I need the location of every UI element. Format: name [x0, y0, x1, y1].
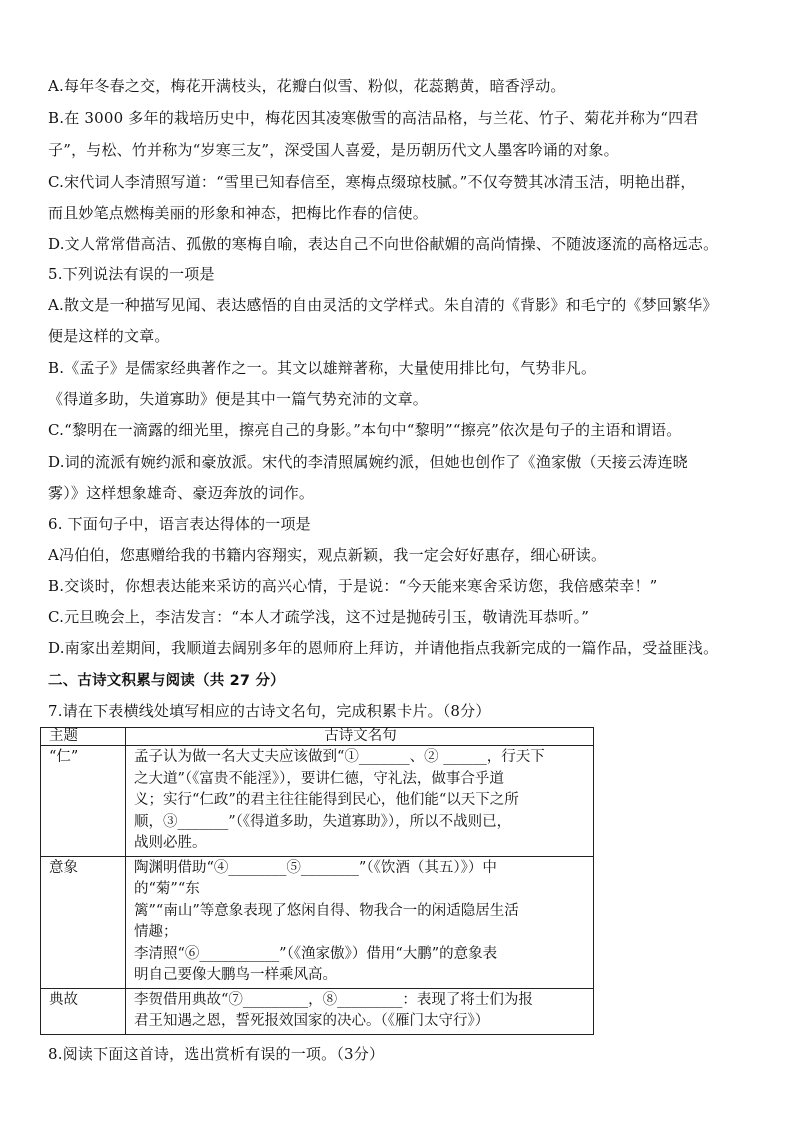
option-5a-line2: 便是这样的文章。 — [48, 327, 170, 345]
verse-line: 情趣； — [134, 924, 178, 940]
question-6-stem: 6. 下面句子中，语言表达得体的一项是 — [48, 515, 311, 533]
option-5a-line1: A.散文是一种描写见闻、表达感悟的自由灵活的文学样式。朱自清的《背影》和毛宁的《梦回繁华》 — [48, 296, 718, 314]
option-4a: A.每年冬春之交，梅花开满枝头，花瓣白似雪、粉似，花蕊鹅黄，暗香浮动。 — [48, 77, 566, 95]
option-4c-line1: C.宋代词人李清照写道：“雪里已知春信至，寒梅点缀琼枝腻。”不仅夸赞其冰清玉洁，明艳出群， — [48, 173, 696, 191]
option-6a: A冯伯伯，您惠赠给我的书籍内容翔实，观点新颖，我一定会好好惠存，细心研读。 — [48, 546, 607, 564]
verse-cell — [126, 746, 594, 857]
header-verses: 古诗文名句 — [126, 728, 594, 746]
option-5b-line1: B.《孟子》是儒家经典著作之一。其文以雄辩著称，大量使用排比句，气势非凡。 — [48, 359, 597, 377]
verse-line: 陶渊明借助“④________⑤________”（《饮酒（其五）》）中 — [134, 859, 497, 876]
question-7-stem: 7.请在下表横线处填写相应的古诗文名句，完成积累卡片。（8分） — [48, 702, 491, 720]
verse-line: 君王知遇之恩，誓死报效国家的决心。（《雁门太守行》） — [134, 1013, 490, 1029]
verse-line: 李清照“⑥___________”（《渔家傲》）借用“大鹏”的意象表 — [134, 945, 498, 962]
table-header-row — [41, 728, 594, 746]
verse-line: 的“菊”“东 — [134, 881, 200, 897]
verse-line: 义；实行“仁政”的君主往往能得到民心，他们能“以天下之所 — [134, 792, 519, 808]
theme-cell: “仁” — [41, 746, 126, 857]
option-5c: C.“黎明在一滴露的细光里，擦亮自己的身影。”本句中“黎明”“擦亮”依次是句子的主语和谓语。 — [48, 421, 682, 439]
verse-line: 战则必胜。 — [134, 835, 207, 851]
question-8-stem: 8.阅读下面这首诗，选出赏析有误的一项。（3分） — [48, 1045, 385, 1063]
verse-line: 之大道”（《富贵不能淫》），要讲仁德，守礼法，做事合乎道 — [134, 770, 504, 787]
verse-cell — [126, 988, 594, 1034]
verse-line: 明自己要像大鹏鸟一样乘风高。 — [134, 967, 337, 983]
table-row — [41, 856, 594, 988]
option-5d-line2: 雾）》这样想象雄奇、豪迈奔放的词作。 — [48, 484, 315, 502]
header-theme: 主题 — [41, 728, 126, 746]
question-5-stem: 5.下列说法有误的一项是 — [48, 265, 215, 283]
theme-cell: 意象 — [41, 856, 126, 988]
option-5d-line1: D.词的流派有婉约派和豪放派。宋代的李清照属婉约派，但她也创作了《渔家傲（天接云涛连晓 — [48, 453, 688, 471]
option-6c: C.元旦晚会上，李洁发言：“本人才疏学浅，这不过是抛砖引玉，敬请洗耳恭听。” — [48, 608, 590, 626]
accumulation-card-table — [40, 727, 594, 1035]
option-4b-line2: 子”，与松、竹并称为“岁寒三友”，深受国人喜爱，是历朝历代文人墨客吟诵的对象。 — [48, 141, 619, 159]
verse-line: 顺，③_______”（《得道多助，失道寡助》），所以不战则已， — [134, 813, 512, 830]
option-4b-line1: B.在 3000 多年的栽培历史中，梅花因其凌寒傲雪的高洁品格，与兰花、竹子、菊花并称为“四君 — [48, 109, 699, 127]
table-row — [41, 746, 594, 857]
verse-line: 李贺借用典故“⑦_________，⑧_________：表现了将士们为报 — [134, 991, 533, 1008]
option-6b: B.交谈时，你想表达能来采访的高兴心情，于是说：“今天能来寒舍采访您，我倍感荣幸！” — [48, 577, 658, 595]
section-2-heading: 二、古诗文积累与阅读（共 27 分） — [48, 673, 285, 689]
option-4d: D.文人常常借高洁、孤傲的寒梅自喻，表达自己不向世俗献媚的高尚情操、不随波逐流的高格远志。 — [48, 235, 719, 253]
verse-line: 孟子认为做一名大丈夫应该做到“①_______、② ______，行天下 — [134, 749, 545, 765]
option-6d: D.南家出差期间，我顺道去阔别多年的恩师府上拜访，并请他指点我新完成的一篇作品，受益匪浅。 — [48, 639, 719, 657]
option-5b-line2: 《得道多助，失道寡助》便是其中一篇气势充沛的文章。 — [48, 390, 429, 408]
verse-line: 篱”“南山”等意象表现了悠闲自得、物我合一的闲适隐居生活 — [134, 902, 519, 919]
verse-cell — [126, 856, 594, 988]
theme-cell: 典故 — [41, 988, 126, 1034]
table-row — [41, 988, 594, 1034]
option-4c-line2: 而且妙笔点燃梅美丽的形象和神态，把梅比作春的信使。 — [48, 204, 429, 222]
